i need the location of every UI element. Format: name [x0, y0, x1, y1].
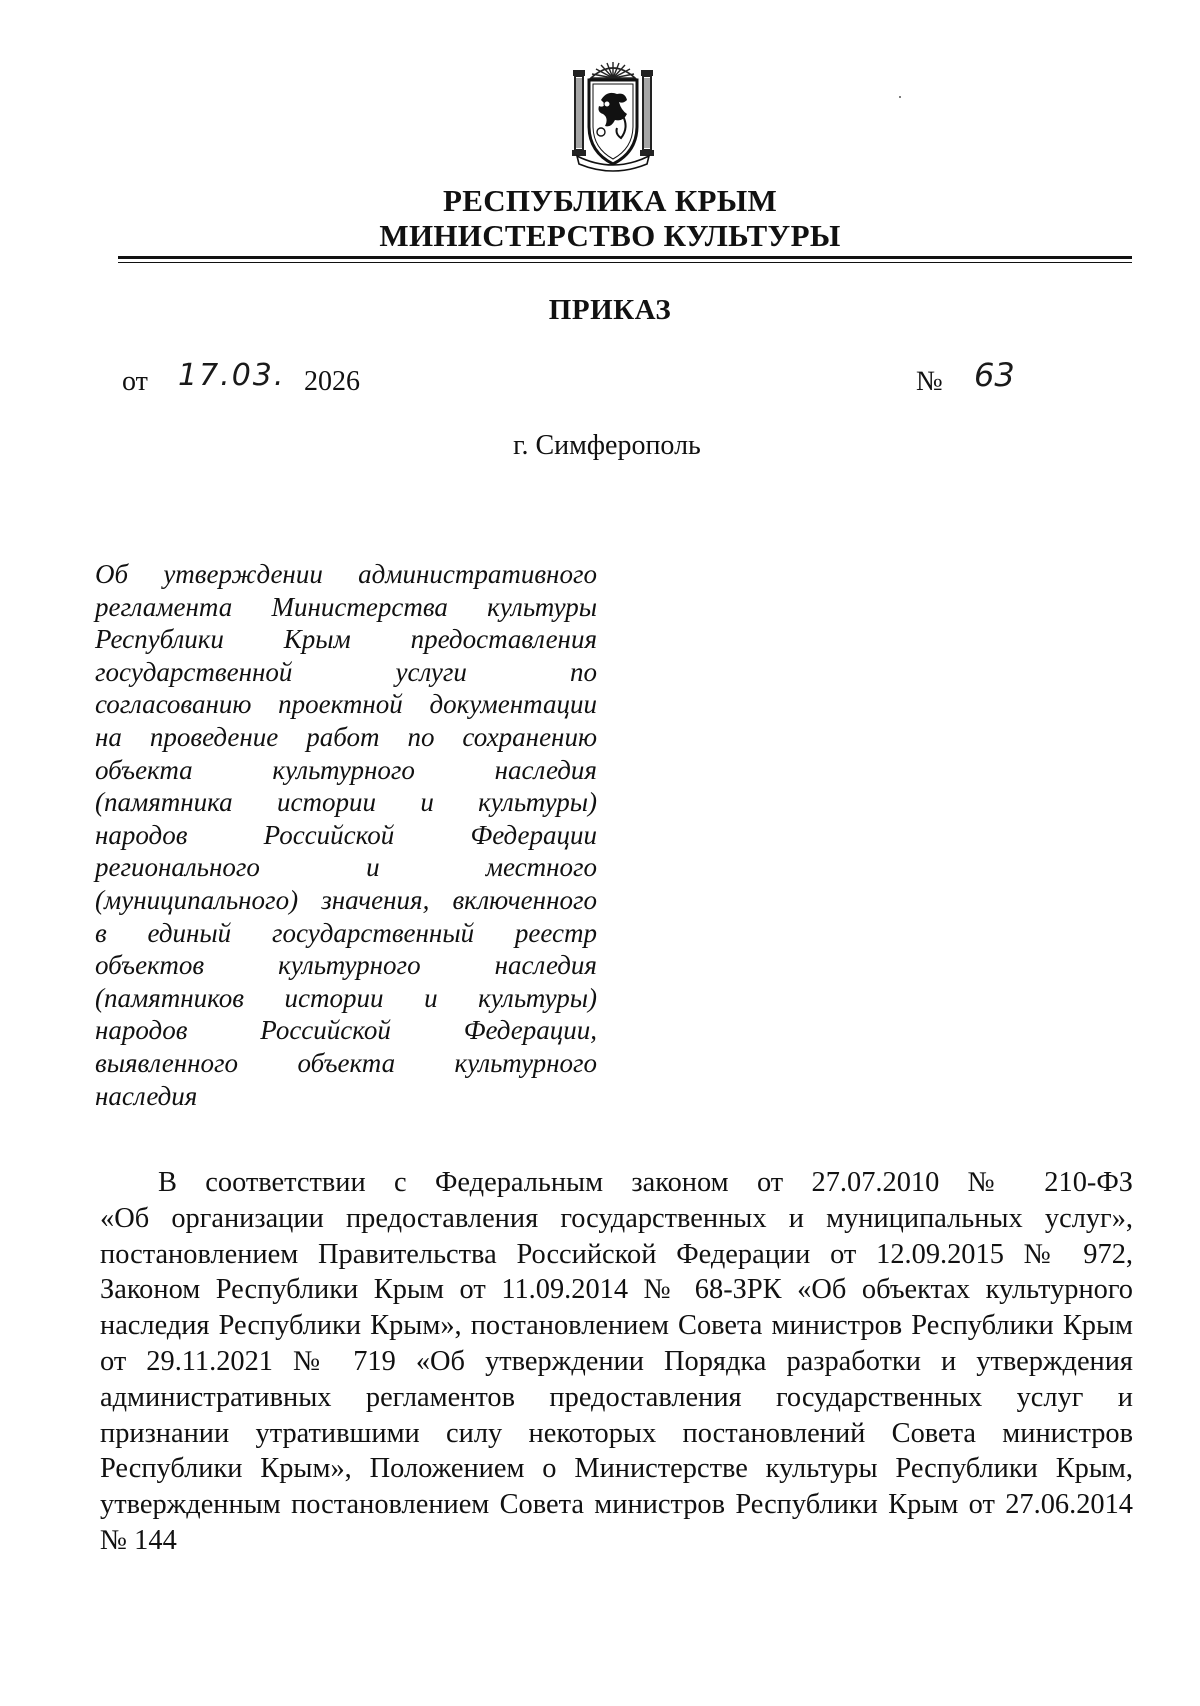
title-line: государственной услуги по	[95, 656, 597, 687]
body-line: от 29.11.2021 № 719 «Об утверждении Порядка разработки и утверждения	[100, 1345, 1133, 1377]
body-line: постановлением Правительства Российской Федерации от 12.09.2015 № 972,	[100, 1238, 1133, 1270]
body-line: № 144	[100, 1524, 177, 1556]
header-republic: РЕСПУБЛИКА КРЫМ	[442, 183, 778, 218]
date-prefix: от	[122, 366, 148, 397]
title-line: (муниципального) значения, включенного	[95, 884, 597, 915]
preamble-paragraph	[100, 1165, 1133, 1559]
title-line: в единый государственный реестр	[95, 917, 597, 948]
title-line: народов Российской Федерации,	[95, 1015, 597, 1046]
title-line: регионального и местного	[95, 852, 597, 883]
date-number-row	[0, 356, 1200, 400]
body-line: наследия Республики Крым», постановлением Совета министров Республики Крым	[100, 1310, 1133, 1342]
title-line: объектов культурного наследия	[95, 950, 597, 981]
body-line: Законом Республики Крым от 11.09.2014 № 68-ЗРК «Об объектах культурного	[100, 1274, 1133, 1306]
number-handwritten: 63	[974, 356, 1015, 394]
title-line: на проведение работ по сохранению	[95, 721, 597, 752]
city: г. Симферополь	[513, 430, 701, 461]
title-line: регламента Министерства культуры	[95, 591, 597, 622]
title-line: объекта культурного наследия	[95, 754, 597, 785]
order-title	[95, 558, 597, 1112]
title-line: Об утверждении административного	[95, 559, 597, 589]
body-line: В соответствии с Федеральным законом от 27.07.2010 № 210-ФЗ	[158, 1167, 1133, 1198]
body-line: утвержденным постановлением Совета министров Республики Крым от 27.06.2014	[100, 1489, 1133, 1521]
header-ministry: МИНИСТЕРСТВО КУЛЬТУРЫ	[379, 218, 841, 253]
coat-of-arms-emblem	[567, 56, 659, 172]
body-line: Республики Крым», Положением о Министерстве культуры Республики Крым,	[100, 1453, 1133, 1485]
title-line: народов Российской Федерации	[95, 819, 597, 850]
title-line: (памятника истории и культуры)	[95, 787, 597, 818]
title-line: (памятников истории и культуры)	[95, 982, 597, 1013]
title-line: наследия	[95, 1080, 198, 1111]
body-line: административных регламентов предоставления государственных услуг и	[100, 1381, 1133, 1413]
title-line: Республики Крым предоставления	[95, 624, 597, 655]
header-divider-thick	[118, 256, 1132, 259]
date-year: 2026	[304, 366, 360, 397]
header-divider-thin	[118, 262, 1132, 263]
number-prefix: №	[916, 366, 943, 397]
document-type-title: ПРИКАЗ	[548, 294, 672, 326]
title-line: выявленного объекта культурного	[95, 1047, 597, 1078]
title-line: согласованию проектной документации	[95, 689, 597, 720]
scan-speck	[899, 96, 901, 98]
date-handwritten: 17.03.	[178, 358, 286, 393]
body-line: «Об организации предоставления государственных и муниципальных услуг»,	[100, 1202, 1133, 1234]
body-line: признании утратившими силу некоторых постановлений Совета министров	[100, 1417, 1133, 1449]
